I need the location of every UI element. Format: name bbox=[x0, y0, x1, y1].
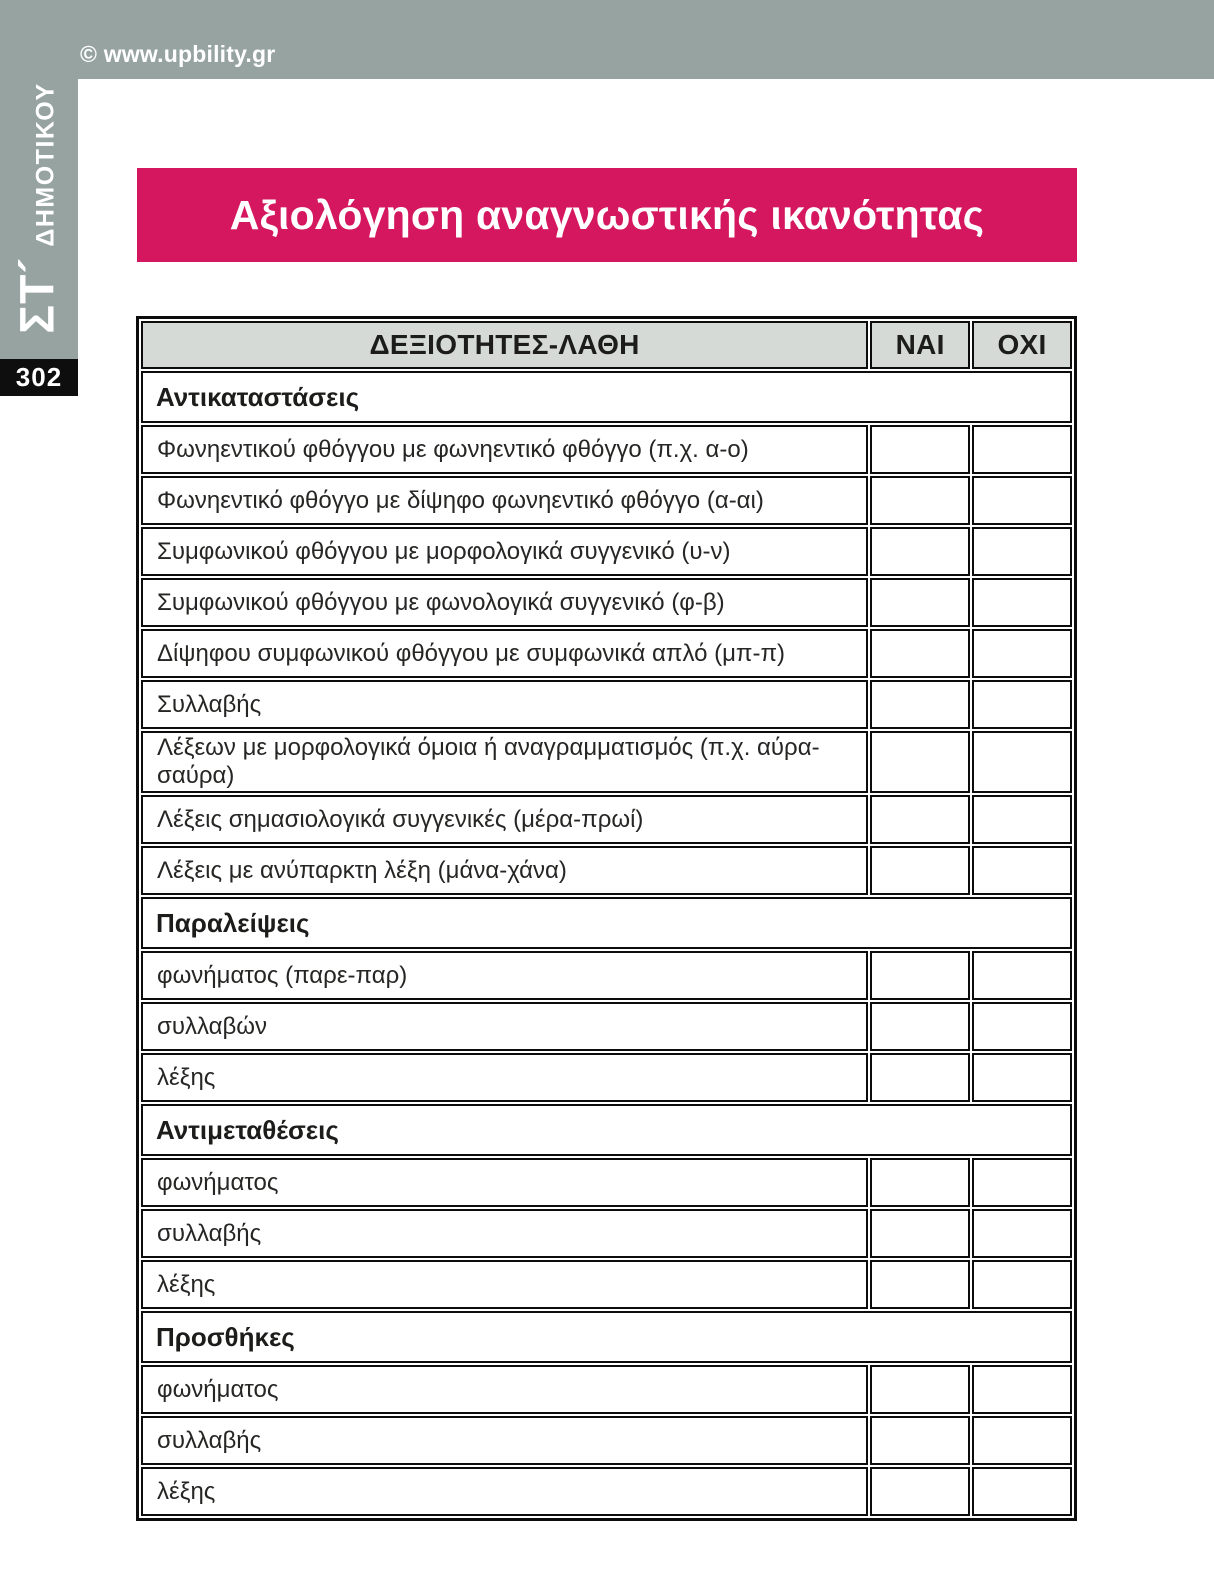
no-checkbox-cell[interactable] bbox=[972, 1260, 1072, 1309]
yes-checkbox-cell[interactable] bbox=[870, 1053, 970, 1102]
section-row bbox=[141, 371, 1072, 423]
table-row bbox=[141, 1467, 1072, 1516]
section-title: Παραλείψεις bbox=[141, 897, 1072, 949]
yes-checkbox-cell[interactable] bbox=[870, 578, 970, 627]
skill-label: Φωνηεντικού φθόγγου με φωνηεντικό φθόγγο (π.χ. α-ο) bbox=[141, 425, 868, 474]
section-row bbox=[141, 897, 1072, 949]
no-checkbox-cell[interactable] bbox=[972, 680, 1072, 729]
page-title: Αξιολόγηση αναγνωστικής ικανότητας bbox=[229, 191, 985, 238]
no-checkbox-cell[interactable] bbox=[972, 578, 1072, 627]
yes-checkbox-cell[interactable] bbox=[870, 1158, 970, 1207]
skill-label: Λέξεις με ανύπαρκτη λέξη (μάνα-χάνα) bbox=[141, 846, 868, 895]
skill-label: φωνήματος bbox=[141, 1365, 868, 1414]
grade-sublabel: ΔΗΜΟΤΙΚΟΥ bbox=[32, 81, 61, 247]
table-row bbox=[141, 731, 1072, 793]
yes-header: ΝΑΙ bbox=[870, 321, 970, 369]
yes-checkbox-cell[interactable] bbox=[870, 1209, 970, 1258]
skill-label: συλλαβής bbox=[141, 1416, 868, 1465]
no-checkbox-cell[interactable] bbox=[972, 527, 1072, 576]
skill-label: Συλλαβής bbox=[141, 680, 868, 729]
table-row bbox=[141, 629, 1072, 678]
no-checkbox-cell[interactable] bbox=[972, 1467, 1072, 1516]
yes-checkbox-cell[interactable] bbox=[870, 629, 970, 678]
skill-label: Φωνηεντικό φθόγγο με δίψηφο φωνηεντικό φθόγγο (α-αι) bbox=[141, 476, 868, 525]
no-checkbox-cell[interactable] bbox=[972, 1365, 1072, 1414]
table-row bbox=[141, 846, 1072, 895]
yes-checkbox-cell[interactable] bbox=[870, 1416, 970, 1465]
yes-checkbox-cell[interactable] bbox=[870, 795, 970, 844]
skill-label: Λέξεις σημασιολογικά συγγενικές (μέρα-πρωί) bbox=[141, 795, 868, 844]
table-row bbox=[141, 951, 1072, 1000]
yes-checkbox-cell[interactable] bbox=[870, 1002, 970, 1051]
yes-checkbox-cell[interactable] bbox=[870, 846, 970, 895]
skill-label: Λέξεων με μορφολογικά όμοια ή αναγραμματισμός (π.χ. αύρα-σαύρα) bbox=[141, 731, 868, 793]
no-checkbox-cell[interactable] bbox=[972, 1416, 1072, 1465]
table-row bbox=[141, 680, 1072, 729]
skills-table bbox=[136, 316, 1077, 1521]
no-checkbox-cell[interactable] bbox=[972, 846, 1072, 895]
table-row bbox=[141, 578, 1072, 627]
yes-checkbox-cell[interactable] bbox=[870, 1365, 970, 1414]
skill-label: Δίψηφου συμφωνικού φθόγγου με συμφωνικά απλό (μπ-π) bbox=[141, 629, 868, 678]
table-row bbox=[141, 1002, 1072, 1051]
page-number: 302 bbox=[15, 362, 63, 392]
no-checkbox-cell[interactable] bbox=[972, 629, 1072, 678]
table-row bbox=[141, 1365, 1072, 1414]
no-checkbox-cell[interactable] bbox=[972, 476, 1072, 525]
table-row bbox=[141, 1209, 1072, 1258]
table-row bbox=[141, 1158, 1072, 1207]
no-checkbox-cell[interactable] bbox=[972, 1158, 1072, 1207]
title-banner bbox=[137, 168, 1077, 262]
yes-checkbox-cell[interactable] bbox=[870, 476, 970, 525]
section-title: Αντικαταστάσεις bbox=[141, 371, 1072, 423]
yes-checkbox-cell[interactable] bbox=[870, 680, 970, 729]
skills-table-body bbox=[141, 371, 1072, 1516]
yes-checkbox-cell[interactable] bbox=[870, 1467, 970, 1516]
skill-label: Συμφωνικού φθόγγου με μορφολογικά συγγενικό (υ-ν) bbox=[141, 527, 868, 576]
table-header-row bbox=[141, 321, 1072, 369]
skill-label: φωνήματος (παρε-παρ) bbox=[141, 951, 868, 1000]
no-checkbox-cell[interactable] bbox=[972, 1002, 1072, 1051]
table-row bbox=[141, 1053, 1072, 1102]
skill-label: λέξης bbox=[141, 1260, 868, 1309]
skill-label: συλλαβών bbox=[141, 1002, 868, 1051]
skills-errors-header: ΔΕΞΙΟΤΗΤΕΣ-ΛΑΘΗ bbox=[141, 321, 868, 369]
no-checkbox-cell[interactable] bbox=[972, 951, 1072, 1000]
no-header: ΟΧΙ bbox=[972, 321, 1072, 369]
section-row bbox=[141, 1311, 1072, 1363]
skill-label: συλλαβής bbox=[141, 1209, 868, 1258]
table-row bbox=[141, 1416, 1072, 1465]
grade-sidebar-label bbox=[0, 60, 78, 355]
no-checkbox-cell[interactable] bbox=[972, 1209, 1072, 1258]
no-checkbox-cell[interactable] bbox=[972, 425, 1072, 474]
page-number-badge bbox=[0, 359, 78, 396]
skill-label: λέξης bbox=[141, 1053, 868, 1102]
skill-label: λέξης bbox=[141, 1467, 868, 1516]
yes-checkbox-cell[interactable] bbox=[870, 527, 970, 576]
skill-label: φωνήματος bbox=[141, 1158, 868, 1207]
yes-checkbox-cell[interactable] bbox=[870, 951, 970, 1000]
table-row bbox=[141, 527, 1072, 576]
no-checkbox-cell[interactable] bbox=[972, 795, 1072, 844]
table-row bbox=[141, 425, 1072, 474]
table-row bbox=[141, 795, 1072, 844]
table-row bbox=[141, 1260, 1072, 1309]
yes-checkbox-cell[interactable] bbox=[870, 731, 970, 793]
yes-checkbox-cell[interactable] bbox=[870, 425, 970, 474]
grade-label: ΣΤ´ bbox=[12, 256, 66, 334]
yes-checkbox-cell[interactable] bbox=[870, 1260, 970, 1309]
no-checkbox-cell[interactable] bbox=[972, 1053, 1072, 1102]
section-row bbox=[141, 1104, 1072, 1156]
section-title: Προσθήκες bbox=[141, 1311, 1072, 1363]
skill-label: Συμφωνικού φθόγγου με φωνολογικά συγγενικό (φ-β) bbox=[141, 578, 868, 627]
no-checkbox-cell[interactable] bbox=[972, 731, 1072, 793]
copyright-text: © www.upbility.gr bbox=[80, 41, 276, 67]
section-title: Αντιμεταθέσεις bbox=[141, 1104, 1072, 1156]
table-row bbox=[141, 476, 1072, 525]
